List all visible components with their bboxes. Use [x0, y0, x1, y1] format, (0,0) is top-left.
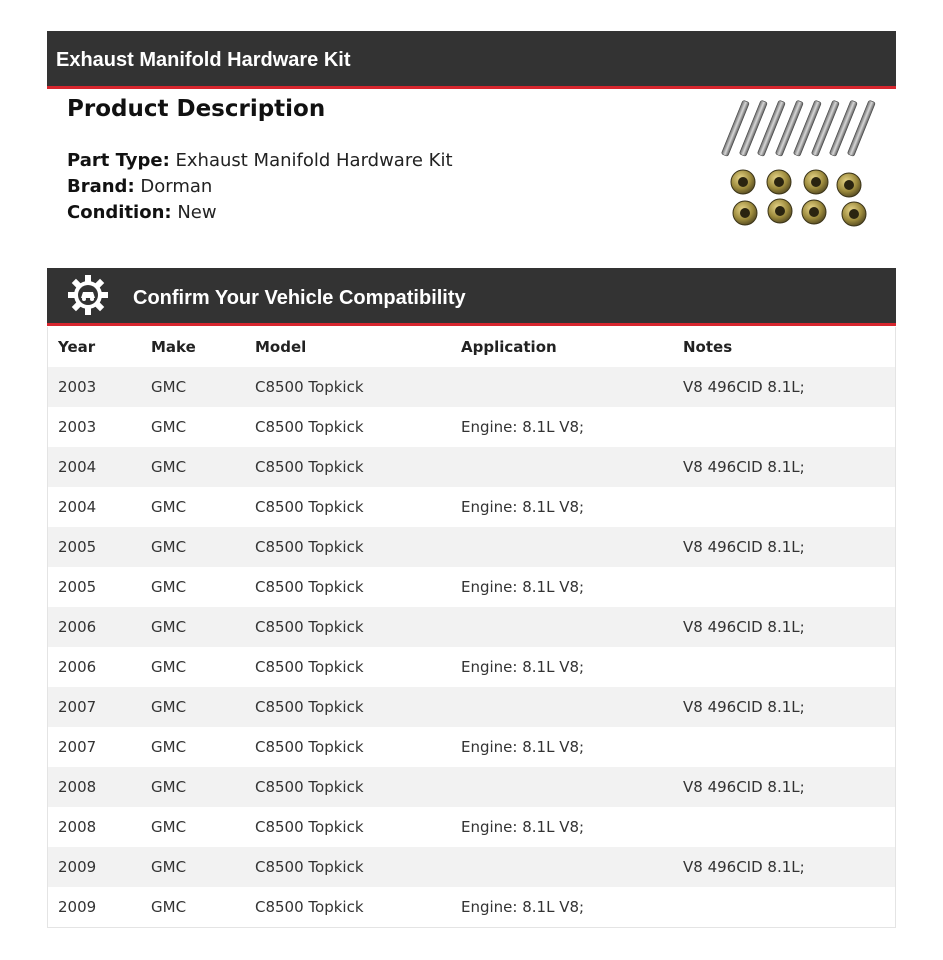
cell-model: C8500 Topkick [255, 618, 364, 636]
cell-year: 2009 [58, 858, 97, 876]
table-row [48, 847, 896, 887]
cell-model: C8500 Topkick [255, 738, 364, 756]
table-row [48, 407, 896, 447]
cell-year: 2009 [58, 898, 97, 916]
spec-part-type [67, 148, 453, 174]
cell-notes [673, 647, 896, 687]
column-header-make: Make [151, 338, 196, 356]
cell-make: GMC [151, 738, 187, 756]
table-row [48, 527, 896, 567]
column-header-notes: Notes [683, 338, 733, 356]
cell-application: Engine: 8.1L V8; [461, 498, 585, 516]
cell-year: 2008 [58, 818, 97, 836]
cell-notes: V8 496CID 8.1L; [683, 538, 805, 556]
cell-application [451, 367, 673, 407]
product-description-heading: Product Description [67, 96, 326, 122]
cell-year: 2003 [58, 378, 97, 396]
table-row [48, 767, 896, 807]
cell-notes [673, 567, 896, 607]
product-specs [67, 148, 453, 226]
table-row [48, 367, 896, 407]
table-row [48, 447, 896, 487]
table-row [48, 807, 896, 847]
cell-make: GMC [151, 538, 187, 556]
column-header-year: Year [58, 338, 96, 356]
cell-application [451, 527, 673, 567]
table-row [48, 567, 896, 607]
cell-application: Engine: 8.1L V8; [461, 738, 585, 756]
cell-model: C8500 Topkick [255, 578, 364, 596]
cell-model: C8500 Topkick [255, 698, 364, 716]
cell-notes [673, 887, 896, 928]
gear-car-icon [67, 274, 109, 316]
cell-make: GMC [151, 698, 187, 716]
cell-year: 2007 [58, 738, 97, 756]
cell-application: Engine: 8.1L V8; [461, 418, 585, 436]
cell-make: GMC [151, 658, 187, 676]
cell-model: C8500 Topkick [255, 538, 364, 556]
product-title: Exhaust Manifold Hardware Kit [56, 49, 351, 71]
table-row [48, 487, 896, 527]
spec-value: New [177, 202, 217, 223]
cell-make: GMC [151, 778, 187, 796]
cell-make: GMC [151, 818, 187, 836]
spec-value: Exhaust Manifold Hardware Kit [175, 150, 453, 171]
table-row [48, 687, 896, 727]
cell-application [451, 847, 673, 887]
cell-year: 2005 [58, 578, 97, 596]
cell-year: 2006 [58, 618, 97, 636]
cell-model: C8500 Topkick [255, 658, 364, 676]
cell-make: GMC [151, 378, 187, 396]
cell-application [451, 447, 673, 487]
cell-notes [673, 407, 896, 447]
cell-year: 2003 [58, 418, 97, 436]
cell-make: GMC [151, 578, 187, 596]
cell-make: GMC [151, 858, 187, 876]
cell-year: 2007 [58, 698, 97, 716]
cell-application [451, 607, 673, 647]
cell-model: C8500 Topkick [255, 858, 364, 876]
cell-notes: V8 496CID 8.1L; [683, 618, 805, 636]
cell-notes: V8 496CID 8.1L; [683, 778, 805, 796]
cell-notes [673, 727, 896, 767]
cell-application [451, 687, 673, 727]
spec-condition [67, 200, 453, 226]
cell-year: 2005 [58, 538, 97, 556]
column-header-model: Model [255, 338, 307, 356]
table-header-row [48, 327, 896, 367]
cell-notes [673, 807, 896, 847]
cell-application [451, 767, 673, 807]
cell-make: GMC [151, 898, 187, 916]
table-row [48, 607, 896, 647]
table-row [48, 647, 896, 687]
product-title-banner [47, 31, 896, 89]
cell-make: GMC [151, 498, 187, 516]
cell-model: C8500 Topkick [255, 418, 364, 436]
cell-notes: V8 496CID 8.1L; [683, 698, 805, 716]
cell-make: GMC [151, 458, 187, 476]
spec-label: Brand: [67, 176, 135, 197]
cell-model: C8500 Topkick [255, 898, 364, 916]
cell-year: 2004 [58, 458, 97, 476]
cell-application: Engine: 8.1L V8; [461, 658, 585, 676]
cell-application: Engine: 8.1L V8; [461, 898, 585, 916]
compatibility-table [47, 327, 896, 928]
spec-label: Part Type: [67, 150, 170, 171]
column-header-application: Application [461, 338, 557, 356]
table-row [48, 887, 896, 928]
cell-model: C8500 Topkick [255, 778, 364, 796]
compatibility-title: Confirm Your Vehicle Compatibility [133, 287, 466, 309]
spec-label: Condition: [67, 202, 172, 223]
cell-notes [673, 487, 896, 527]
cell-model: C8500 Topkick [255, 458, 364, 476]
studs-group [721, 100, 875, 156]
cell-model: C8500 Topkick [255, 378, 364, 396]
cell-notes: V8 496CID 8.1L; [683, 378, 805, 396]
cell-make: GMC [151, 618, 187, 636]
cell-year: 2008 [58, 778, 97, 796]
nuts-group [731, 170, 866, 226]
cell-application: Engine: 8.1L V8; [461, 578, 585, 596]
cell-make: GMC [151, 418, 187, 436]
cell-notes: V8 496CID 8.1L; [683, 458, 805, 476]
cell-model: C8500 Topkick [255, 498, 364, 516]
cell-notes: V8 496CID 8.1L; [683, 858, 805, 876]
cell-model: C8500 Topkick [255, 818, 364, 836]
compatibility-banner [47, 268, 896, 326]
cell-year: 2004 [58, 498, 97, 516]
spec-value: Dorman [140, 176, 213, 197]
spec-brand [67, 174, 453, 200]
product-image [712, 92, 892, 232]
cell-year: 2006 [58, 658, 97, 676]
table-row [48, 727, 896, 767]
cell-application: Engine: 8.1L V8; [461, 818, 585, 836]
